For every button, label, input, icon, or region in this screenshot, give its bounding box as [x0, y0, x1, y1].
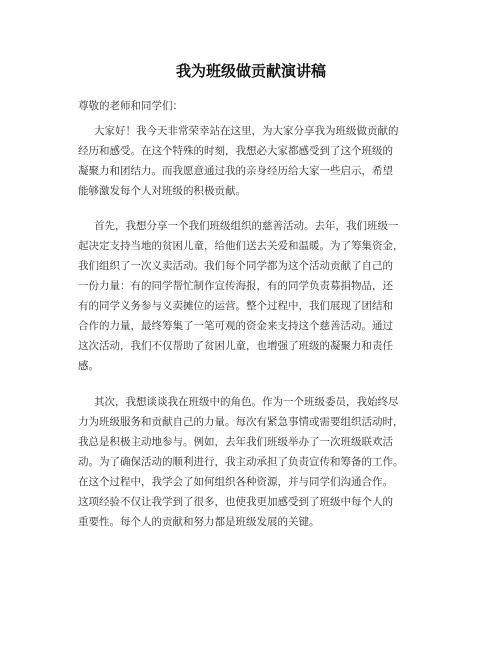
paragraph-line: 这项经验不仅让我学到了很多，也使我更加感受到了班级中每个人的 [78, 496, 393, 508]
paragraph-line: 首先，我想分享一个我们班级组织的慈善活动。去年，我们班级一 [94, 220, 399, 232]
paragraph-line: 我总是积极主动地参与。例如，去年我们班级举办了一次班级联欢活 [78, 436, 393, 448]
paragraph-line: 起决定支持当地的贫困儿童，给他们送去关爱和温暖。为了筹集资金， [78, 240, 404, 252]
paragraph-line: 合作的力量，最终筹集了一笔可观的资金来支持这个慈善活动。通过 [78, 320, 393, 332]
paragraph-line: 大家好！我今天非常荣幸站在这里，为大家分享我为班级做贡献的 [94, 125, 399, 137]
paragraph-line: 这次活动，我们不仅帮助了贫困儿童，也增强了班级的凝聚力和责任 [78, 340, 393, 352]
paragraph-line: 一份力量：有的同学帮忙制作宣传海报，有的同学负责募捐物品，还 [78, 280, 393, 292]
paragraph-line: 凝聚力和团结力。而我愿意通过我的亲身经历给大家一些启示，希望 [78, 165, 393, 177]
paragraph-line: 在这个过程中，我学会了如何组织各种资源，并与同学们沟通合作。 [78, 476, 393, 488]
paragraph-line: 有的同学义务参与义卖摊位的运营。整个过程中，我们展现了团结和 [78, 300, 393, 312]
paragraph-line: 动。为了确保活动的顺利进行，我主动承担了负责宣传和筹备的工作。 [78, 456, 404, 468]
paragraph-line: 力为班级服务和贡献自己的力量。每次有紧急事情或需要组织活动时， [78, 416, 404, 428]
paragraph-line: 其次，我想谈谈我在班级中的角色。作为一个班级委员，我始终尽 [94, 396, 399, 408]
greeting-line: 尊敬的老师和同学们： [78, 100, 183, 112]
paragraph-line: 重要性。每个人的贡献和努力都是班级发展的关键。 [78, 516, 320, 528]
paragraph-line: 能够激发每个人对班级的积极贡献。 [78, 185, 246, 197]
document-title: 我为班级做贡献演讲稿 [175, 62, 326, 80]
paragraph-line: 我们组织了一次义卖活动。我们每个同学都为这个活动贡献了自己的 [78, 260, 393, 272]
paragraph-line: 感。 [78, 360, 99, 372]
paragraph-line: 经历和感受。在这个特殊的时刻，我想必大家都感受到了这个班级的 [78, 145, 393, 157]
